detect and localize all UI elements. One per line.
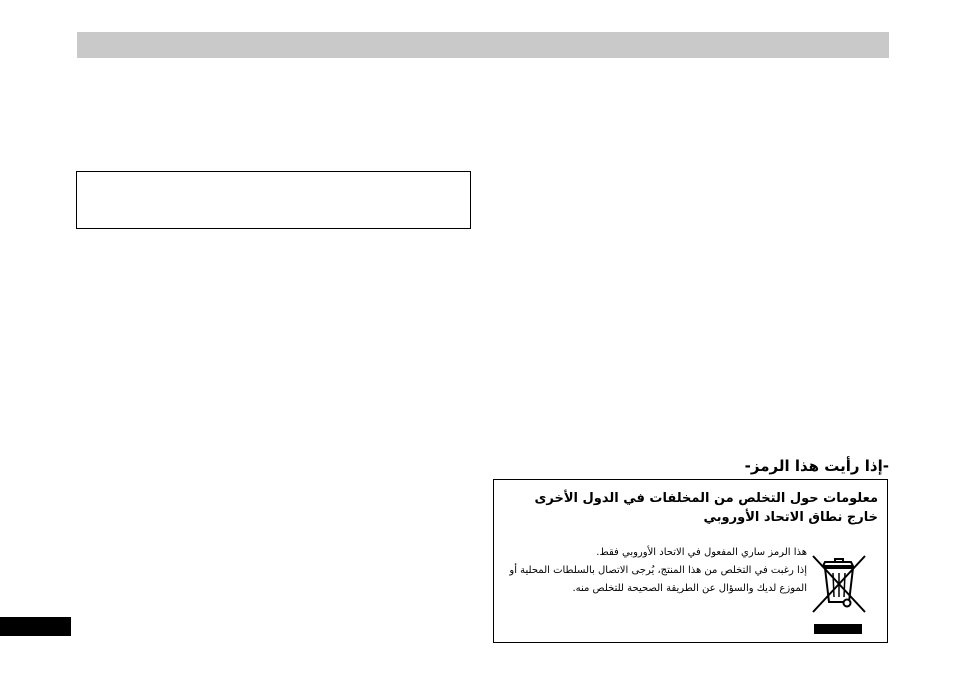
note-box xyxy=(76,171,471,229)
disposal-info-line: إذا رغبت في التخلص من هذا المنتج، يُرجى الاتصال بالسلطات المحلية أو الموزع لديك والسؤال عن الطريقة الصحيحة للتخلص منه. xyxy=(509,565,807,594)
disposal-info-title: معلومات حول التخلص من المخلفات في الدول الأخرى خارج نطاق الاتحاد الأوروبي xyxy=(534,491,878,525)
disposal-info-box xyxy=(493,479,888,643)
crossed-out-wheelie-bin-icon xyxy=(809,550,869,636)
disposal-info-body xyxy=(507,544,807,598)
symbol-heading: -إذا رأيت هذا الرمز- xyxy=(744,457,889,475)
header-bar xyxy=(77,32,889,58)
page-tab xyxy=(0,617,71,636)
disposal-info-line: هذا الرمز ساري المفعول في الاتحاد الأوروبي فقط. xyxy=(596,547,807,558)
